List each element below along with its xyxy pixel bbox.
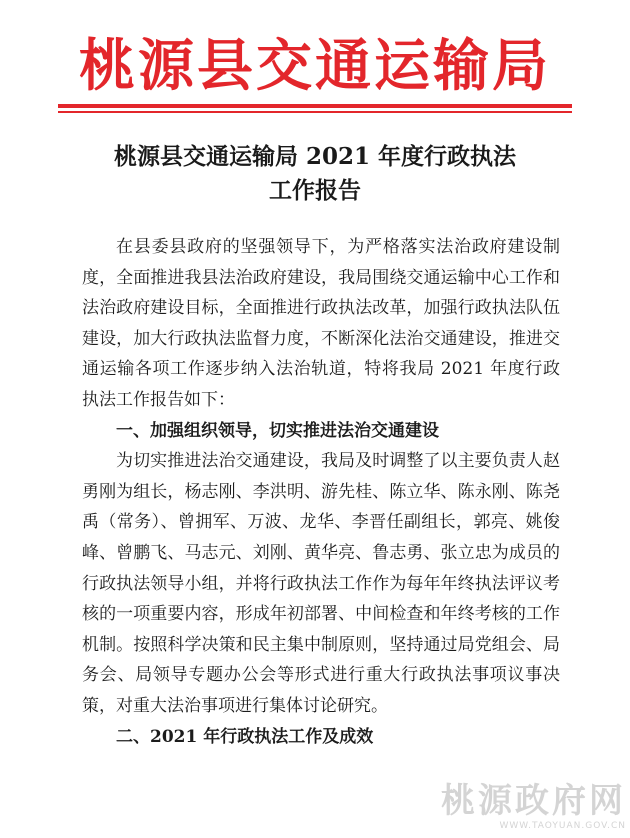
intro-paragraph: 在县委县政府的坚强领导下，为严格落实法治政府建设制度，全面推进我县法治政府建设，我局围绕交通运输中心工作和法治政府建设目标，全面推进行政执法改革，加强行政执法队伍建设，加大行政执法监督力度，不断深化法治交通建设，推进交通运输各项工作逐步纳入法治轨道，特将我局 2021 年度行政执法工作报告如下： [82,237,560,410]
section1-heading: 一、加强组织领导，切实推进法治交通建设 [116,420,439,441]
letterhead-rule-thick [58,104,572,108]
letterhead-rule-thin [58,111,572,113]
section1-paragraph: 为切实推进法治交通建设，我局及时调整了以主要负责人赵勇刚为组长，杨志刚、李洪明、游先桂、陈立华、陈永刚、陈尧禹（常务）、曾拥军、万波、龙华、李晋任副组长，郭亮、姚俊峰、曾鹏飞、马志元、刘刚、黄华亮、鲁志勇、张立忠为成员的行政执法领导小组，并将行政执法工作作为每年年终执法评议考核的一项重要内容，形成年初部署、中间检查和年终考核的工作机制。按照科学决策和民主集中制原则，坚持通过局党组会、局务会、局领导专题办公会等形式进行重大行政执法事项议事决策，对重大法治事项进行集体讨论研究。 [82,451,560,716]
section2-heading: 二、2021 年行政执法工作及成效 [116,726,374,747]
document-body [82,232,560,752]
document-title-line2: 工作报告 [269,177,361,204]
letterhead-org-name: 桃源县交通运输局 [79,33,551,99]
site-watermark [441,782,626,832]
watermark-url: WWW.TAOYUAN.GOV.CN [499,821,626,831]
document-title-line1: 桃源县交通运输局 2021 年度行政执法 [113,143,517,170]
watermark-site-name: 桃源政府网 [441,781,626,821]
